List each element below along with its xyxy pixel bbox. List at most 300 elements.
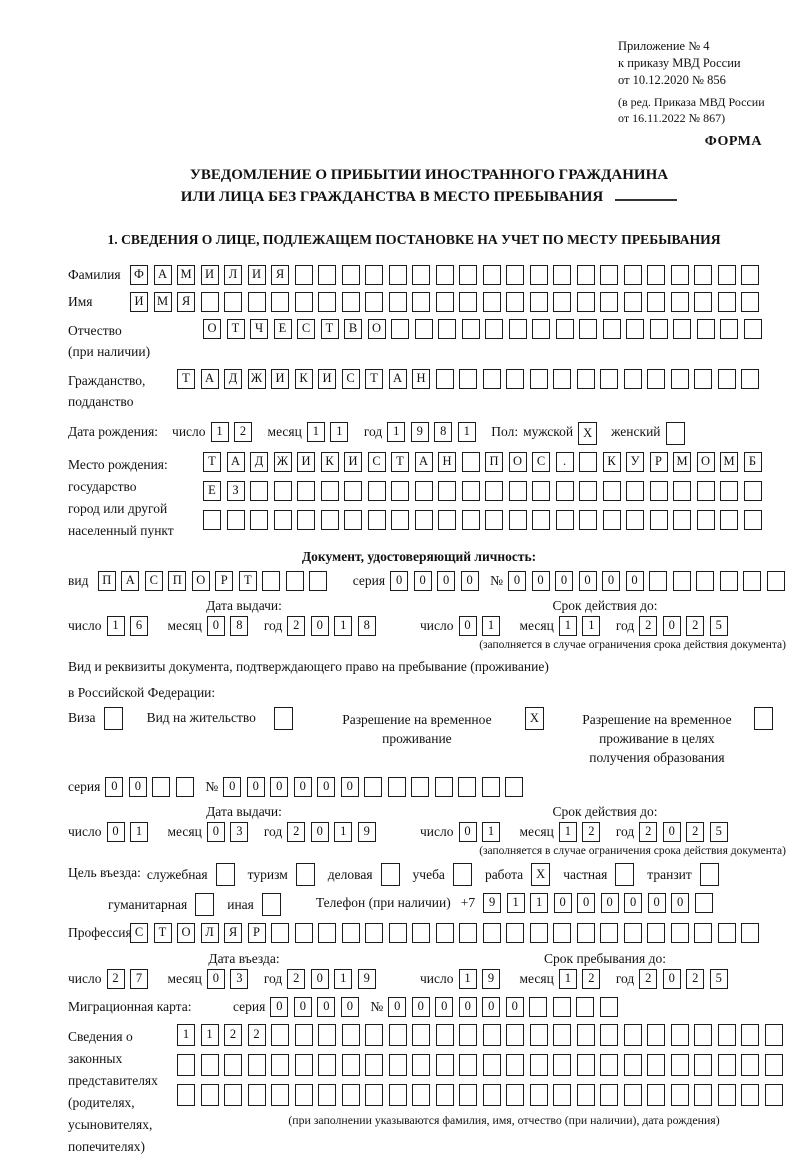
form-cell[interactable]: М xyxy=(720,452,738,472)
form-cell[interactable]: 0 xyxy=(311,616,329,636)
form-cell[interactable] xyxy=(647,923,665,943)
form-cell[interactable]: Л xyxy=(224,265,242,285)
form-cell[interactable] xyxy=(530,1084,548,1106)
form-cell[interactable]: 1 xyxy=(334,969,352,989)
form-cell[interactable] xyxy=(650,319,668,339)
form-cell[interactable] xyxy=(271,1084,289,1106)
form-cell[interactable] xyxy=(201,292,219,312)
form-cell[interactable] xyxy=(364,777,382,797)
temp-residence-checkbox[interactable]: X xyxy=(525,707,544,730)
form-cell[interactable]: У xyxy=(626,452,644,472)
form-cell[interactable]: 2 xyxy=(639,969,657,989)
form-cell[interactable]: Д xyxy=(250,452,268,472)
form-cell[interactable]: 1 xyxy=(482,822,500,842)
form-cell[interactable]: 6 xyxy=(130,616,148,636)
form-cell[interactable] xyxy=(309,571,327,591)
form-cell[interactable] xyxy=(389,292,407,312)
form-cell[interactable] xyxy=(694,1084,712,1106)
form-cell[interactable] xyxy=(647,369,665,389)
form-cell[interactable]: Ж xyxy=(274,452,292,472)
form-cell[interactable]: 0 xyxy=(388,997,406,1017)
form-cell[interactable]: 9 xyxy=(482,969,500,989)
form-cell[interactable] xyxy=(506,265,524,285)
form-cell[interactable]: 1 xyxy=(307,422,325,442)
form-cell[interactable] xyxy=(412,292,430,312)
form-cell[interactable] xyxy=(365,265,383,285)
form-cell[interactable] xyxy=(412,1054,430,1076)
form-cell[interactable] xyxy=(624,369,642,389)
form-cell[interactable] xyxy=(694,1054,712,1076)
form-cell[interactable]: 1 xyxy=(459,969,477,989)
form-cell[interactable] xyxy=(505,777,523,797)
form-cell[interactable] xyxy=(506,292,524,312)
form-cell[interactable] xyxy=(600,1054,618,1076)
form-cell[interactable] xyxy=(483,292,501,312)
form-cell[interactable] xyxy=(530,1024,548,1046)
form-cell[interactable]: 2 xyxy=(639,822,657,842)
form-cell[interactable]: Т xyxy=(203,452,221,472)
form-cell[interactable] xyxy=(647,265,665,285)
form-cell[interactable] xyxy=(483,1024,501,1046)
purpose-checkbox[interactable]: X xyxy=(531,863,550,886)
form-cell[interactable] xyxy=(600,292,618,312)
form-cell[interactable]: 1 xyxy=(211,422,229,442)
form-cell[interactable] xyxy=(603,319,621,339)
form-cell[interactable] xyxy=(506,1024,524,1046)
form-cell[interactable] xyxy=(577,292,595,312)
form-cell[interactable] xyxy=(530,292,548,312)
form-cell[interactable]: 1 xyxy=(177,1024,195,1046)
form-cell[interactable] xyxy=(389,1084,407,1106)
form-cell[interactable] xyxy=(368,481,386,501)
form-cell[interactable]: 7 xyxy=(130,969,148,989)
form-cell[interactable]: 0 xyxy=(207,822,225,842)
form-cell[interactable]: Т xyxy=(227,319,245,339)
form-cell[interactable]: О xyxy=(203,319,221,339)
form-cell[interactable] xyxy=(718,1084,736,1106)
form-cell[interactable]: И xyxy=(318,369,336,389)
form-cell[interactable] xyxy=(673,571,691,591)
form-cell[interactable] xyxy=(459,292,477,312)
form-cell[interactable]: 0 xyxy=(105,777,123,797)
form-cell[interactable]: С xyxy=(368,452,386,472)
form-cell[interactable] xyxy=(624,1054,642,1076)
form-cell[interactable] xyxy=(459,1054,477,1076)
form-cell[interactable] xyxy=(318,292,336,312)
form-cell[interactable]: Р xyxy=(248,923,266,943)
form-cell[interactable] xyxy=(697,319,715,339)
form-cell[interactable] xyxy=(577,1054,595,1076)
form-cell[interactable] xyxy=(462,510,480,530)
form-cell[interactable]: М xyxy=(673,452,691,472)
form-cell[interactable] xyxy=(553,265,571,285)
form-cell[interactable] xyxy=(297,481,315,501)
form-cell[interactable] xyxy=(389,1054,407,1076)
form-cell[interactable] xyxy=(271,1024,289,1046)
form-cell[interactable] xyxy=(297,510,315,530)
form-cell[interactable] xyxy=(438,481,456,501)
form-cell[interactable] xyxy=(532,319,550,339)
form-cell[interactable] xyxy=(600,1024,618,1046)
form-cell[interactable]: 0 xyxy=(435,997,453,1017)
form-cell[interactable]: М xyxy=(154,292,172,312)
form-cell[interactable]: 1 xyxy=(458,422,476,442)
form-cell[interactable] xyxy=(530,265,548,285)
form-cell[interactable] xyxy=(741,1024,759,1046)
form-cell[interactable]: К xyxy=(603,452,621,472)
form-cell[interactable] xyxy=(295,265,313,285)
form-cell[interactable] xyxy=(577,265,595,285)
form-cell[interactable]: И xyxy=(271,369,289,389)
form-cell[interactable] xyxy=(483,265,501,285)
form-cell[interactable] xyxy=(530,1054,548,1076)
form-cell[interactable]: Я xyxy=(271,265,289,285)
form-cell[interactable]: И xyxy=(297,452,315,472)
form-cell[interactable] xyxy=(553,1054,571,1076)
form-cell[interactable]: Т xyxy=(391,452,409,472)
form-cell[interactable]: 0 xyxy=(577,893,595,913)
form-cell[interactable]: 0 xyxy=(579,571,597,591)
form-cell[interactable]: 2 xyxy=(234,422,252,442)
form-cell[interactable] xyxy=(673,319,691,339)
form-cell[interactable] xyxy=(647,292,665,312)
form-cell[interactable] xyxy=(576,997,594,1017)
form-cell[interactable]: Ф xyxy=(130,265,148,285)
form-cell[interactable] xyxy=(436,1084,454,1106)
form-cell[interactable] xyxy=(650,481,668,501)
form-cell[interactable]: 0 xyxy=(311,969,329,989)
form-cell[interactable]: С xyxy=(297,319,315,339)
form-cell[interactable] xyxy=(694,1024,712,1046)
visa-checkbox[interactable] xyxy=(104,707,123,730)
form-cell[interactable] xyxy=(271,1054,289,1076)
form-cell[interactable]: 0 xyxy=(294,777,312,797)
form-cell[interactable]: Р xyxy=(650,452,668,472)
form-cell[interactable]: Р xyxy=(215,571,233,591)
form-cell[interactable]: Ж xyxy=(248,369,266,389)
form-cell[interactable] xyxy=(274,481,292,501)
form-cell[interactable]: И xyxy=(344,452,362,472)
form-cell[interactable]: 1 xyxy=(582,616,600,636)
form-cell[interactable] xyxy=(295,1054,313,1076)
form-cell[interactable]: К xyxy=(321,452,339,472)
form-cell[interactable] xyxy=(462,481,480,501)
form-cell[interactable]: 5 xyxy=(710,969,728,989)
form-cell[interactable] xyxy=(624,265,642,285)
form-cell[interactable]: Т xyxy=(177,369,195,389)
form-cell[interactable]: 3 xyxy=(230,822,248,842)
form-cell[interactable] xyxy=(483,923,501,943)
purpose-checkbox[interactable] xyxy=(195,893,214,916)
form-cell[interactable] xyxy=(435,777,453,797)
form-cell[interactable] xyxy=(556,319,574,339)
form-cell[interactable]: 0 xyxy=(624,893,642,913)
form-cell[interactable] xyxy=(697,481,715,501)
form-cell[interactable]: 0 xyxy=(601,893,619,913)
form-cell[interactable]: 0 xyxy=(294,997,312,1017)
form-cell[interactable] xyxy=(671,265,689,285)
form-cell[interactable]: 0 xyxy=(663,822,681,842)
form-cell[interactable] xyxy=(579,452,597,472)
form-cell[interactable] xyxy=(506,369,524,389)
form-cell[interactable] xyxy=(485,481,503,501)
form-cell[interactable] xyxy=(389,923,407,943)
form-cell[interactable]: Н xyxy=(412,369,430,389)
form-cell[interactable] xyxy=(624,1024,642,1046)
form-cell[interactable]: 0 xyxy=(459,997,477,1017)
form-cell[interactable]: 5 xyxy=(710,822,728,842)
form-cell[interactable] xyxy=(694,265,712,285)
form-cell[interactable] xyxy=(671,292,689,312)
form-cell[interactable]: И xyxy=(248,265,266,285)
form-cell[interactable]: И xyxy=(201,265,219,285)
form-cell[interactable] xyxy=(697,510,715,530)
form-cell[interactable] xyxy=(318,1024,336,1046)
form-cell[interactable] xyxy=(412,1024,430,1046)
form-cell[interactable]: 2 xyxy=(582,822,600,842)
form-cell[interactable]: 1 xyxy=(482,616,500,636)
form-cell[interactable] xyxy=(462,319,480,339)
form-cell[interactable]: 1 xyxy=(387,422,405,442)
form-cell[interactable] xyxy=(365,1084,383,1106)
sex-male-checkbox[interactable]: X xyxy=(578,422,597,445)
form-cell[interactable]: 9 xyxy=(358,822,376,842)
form-cell[interactable]: 2 xyxy=(639,616,657,636)
form-cell[interactable] xyxy=(695,893,713,913)
form-cell[interactable] xyxy=(718,369,736,389)
form-cell[interactable]: 8 xyxy=(358,616,376,636)
form-cell[interactable]: 0 xyxy=(223,777,241,797)
form-cell[interactable] xyxy=(671,923,689,943)
form-cell[interactable] xyxy=(718,292,736,312)
purpose-checkbox[interactable] xyxy=(262,893,281,916)
form-cell[interactable] xyxy=(411,777,429,797)
form-cell[interactable] xyxy=(295,1024,313,1046)
form-cell[interactable]: 0 xyxy=(459,616,477,636)
form-cell[interactable] xyxy=(438,319,456,339)
form-cell[interactable] xyxy=(577,1084,595,1106)
form-cell[interactable] xyxy=(389,1024,407,1046)
form-cell[interactable]: Л xyxy=(201,923,219,943)
form-cell[interactable] xyxy=(224,1054,242,1076)
form-cell[interactable]: 2 xyxy=(686,822,704,842)
form-cell[interactable] xyxy=(603,510,621,530)
form-cell[interactable]: П xyxy=(98,571,116,591)
form-cell[interactable] xyxy=(671,1084,689,1106)
form-cell[interactable]: 0 xyxy=(626,571,644,591)
form-cell[interactable]: 0 xyxy=(412,997,430,1017)
form-cell[interactable]: 1 xyxy=(201,1024,219,1046)
form-cell[interactable] xyxy=(412,265,430,285)
form-cell[interactable] xyxy=(342,1054,360,1076)
form-cell[interactable] xyxy=(482,777,500,797)
form-cell[interactable]: 0 xyxy=(461,571,479,591)
form-cell[interactable] xyxy=(603,481,621,501)
form-cell[interactable] xyxy=(227,510,245,530)
form-cell[interactable] xyxy=(295,923,313,943)
form-cell[interactable]: 2 xyxy=(287,969,305,989)
form-cell[interactable]: 2 xyxy=(287,616,305,636)
form-cell[interactable]: 0 xyxy=(508,571,526,591)
form-cell[interactable]: С xyxy=(342,369,360,389)
form-cell[interactable] xyxy=(765,1024,783,1046)
form-cell[interactable]: 1 xyxy=(130,822,148,842)
form-cell[interactable] xyxy=(368,510,386,530)
form-cell[interactable]: О xyxy=(697,452,715,472)
form-cell[interactable] xyxy=(248,1084,266,1106)
form-cell[interactable] xyxy=(553,369,571,389)
form-cell[interactable]: 0 xyxy=(317,777,335,797)
form-cell[interactable] xyxy=(720,481,738,501)
form-cell[interactable] xyxy=(720,571,738,591)
form-cell[interactable]: А xyxy=(389,369,407,389)
form-cell[interactable]: 0 xyxy=(107,822,125,842)
form-cell[interactable] xyxy=(600,997,618,1017)
form-cell[interactable] xyxy=(483,369,501,389)
form-cell[interactable] xyxy=(744,481,762,501)
form-cell[interactable] xyxy=(694,292,712,312)
form-cell[interactable]: Е xyxy=(203,481,221,501)
form-cell[interactable]: О xyxy=(177,923,195,943)
form-cell[interactable] xyxy=(509,510,527,530)
form-cell[interactable] xyxy=(412,923,430,943)
form-cell[interactable]: С xyxy=(130,923,148,943)
form-cell[interactable] xyxy=(579,510,597,530)
form-cell[interactable] xyxy=(295,1084,313,1106)
form-cell[interactable] xyxy=(436,292,454,312)
purpose-checkbox[interactable] xyxy=(615,863,634,886)
form-cell[interactable] xyxy=(649,571,667,591)
form-cell[interactable] xyxy=(671,369,689,389)
form-cell[interactable] xyxy=(483,1054,501,1076)
form-cell[interactable] xyxy=(389,265,407,285)
form-cell[interactable]: 8 xyxy=(434,422,452,442)
form-cell[interactable] xyxy=(577,369,595,389)
form-cell[interactable] xyxy=(459,1024,477,1046)
form-cell[interactable]: 0 xyxy=(555,571,573,591)
form-cell[interactable]: Д xyxy=(224,369,242,389)
form-cell[interactable] xyxy=(321,481,339,501)
form-cell[interactable] xyxy=(176,777,194,797)
form-cell[interactable]: 0 xyxy=(554,893,572,913)
form-cell[interactable]: 8 xyxy=(230,616,248,636)
form-cell[interactable] xyxy=(342,1084,360,1106)
form-cell[interactable]: Е xyxy=(274,319,292,339)
form-cell[interactable]: А xyxy=(227,452,245,472)
form-cell[interactable] xyxy=(741,265,759,285)
form-cell[interactable] xyxy=(718,923,736,943)
form-cell[interactable] xyxy=(600,369,618,389)
form-cell[interactable]: А xyxy=(154,265,172,285)
form-cell[interactable] xyxy=(553,997,571,1017)
form-cell[interactable] xyxy=(765,1084,783,1106)
form-cell[interactable]: П xyxy=(485,452,503,472)
form-cell[interactable] xyxy=(650,510,668,530)
form-cell[interactable]: 1 xyxy=(334,822,352,842)
form-cell[interactable] xyxy=(203,510,221,530)
temp-residence-edu-checkbox[interactable] xyxy=(754,707,773,730)
form-cell[interactable] xyxy=(741,1054,759,1076)
form-cell[interactable]: Т xyxy=(365,369,383,389)
form-cell[interactable] xyxy=(532,510,550,530)
form-cell[interactable]: 2 xyxy=(224,1024,242,1046)
form-cell[interactable] xyxy=(577,923,595,943)
form-cell[interactable]: 0 xyxy=(459,822,477,842)
form-cell[interactable]: А xyxy=(121,571,139,591)
form-cell[interactable] xyxy=(718,1024,736,1046)
form-cell[interactable] xyxy=(720,510,738,530)
form-cell[interactable]: 0 xyxy=(532,571,550,591)
form-cell[interactable]: И xyxy=(130,292,148,312)
form-cell[interactable] xyxy=(671,1024,689,1046)
form-cell[interactable]: 0 xyxy=(317,997,335,1017)
form-cell[interactable] xyxy=(344,510,362,530)
form-cell[interactable]: Т xyxy=(321,319,339,339)
form-cell[interactable] xyxy=(436,369,454,389)
form-cell[interactable] xyxy=(201,1084,219,1106)
form-cell[interactable] xyxy=(530,923,548,943)
form-cell[interactable] xyxy=(506,1084,524,1106)
form-cell[interactable] xyxy=(600,923,618,943)
form-cell[interactable] xyxy=(415,510,433,530)
form-cell[interactable]: 0 xyxy=(207,616,225,636)
form-cell[interactable] xyxy=(509,319,527,339)
form-cell[interactable] xyxy=(462,452,480,472)
form-cell[interactable] xyxy=(579,319,597,339)
form-cell[interactable]: 5 xyxy=(710,616,728,636)
form-cell[interactable]: 9 xyxy=(483,893,501,913)
form-cell[interactable]: 1 xyxy=(559,969,577,989)
form-cell[interactable] xyxy=(415,319,433,339)
form-cell[interactable] xyxy=(250,510,268,530)
form-cell[interactable] xyxy=(412,1084,430,1106)
form-cell[interactable] xyxy=(485,319,503,339)
form-cell[interactable] xyxy=(344,481,362,501)
form-cell[interactable] xyxy=(624,1084,642,1106)
form-cell[interactable]: 0 xyxy=(602,571,620,591)
form-cell[interactable] xyxy=(391,319,409,339)
form-cell[interactable]: 0 xyxy=(311,822,329,842)
form-cell[interactable] xyxy=(579,481,597,501)
form-cell[interactable] xyxy=(436,923,454,943)
form-cell[interactable] xyxy=(671,1054,689,1076)
form-cell[interactable]: 0 xyxy=(671,893,689,913)
form-cell[interactable] xyxy=(318,265,336,285)
form-cell[interactable] xyxy=(556,510,574,530)
form-cell[interactable] xyxy=(577,1024,595,1046)
form-cell[interactable] xyxy=(391,510,409,530)
form-cell[interactable]: 0 xyxy=(129,777,147,797)
form-cell[interactable] xyxy=(553,292,571,312)
form-cell[interactable] xyxy=(248,1054,266,1076)
form-cell[interactable] xyxy=(485,510,503,530)
purpose-checkbox[interactable] xyxy=(381,863,400,886)
form-cell[interactable] xyxy=(741,1084,759,1106)
form-cell[interactable]: А xyxy=(201,369,219,389)
sex-female-checkbox[interactable] xyxy=(666,422,685,445)
form-cell[interactable] xyxy=(342,923,360,943)
form-cell[interactable]: . xyxy=(556,452,574,472)
form-cell[interactable]: М xyxy=(177,265,195,285)
form-cell[interactable] xyxy=(342,265,360,285)
residence-permit-checkbox[interactable] xyxy=(274,707,293,730)
form-cell[interactable]: Я xyxy=(177,292,195,312)
form-cell[interactable]: 1 xyxy=(559,822,577,842)
form-cell[interactable] xyxy=(647,1084,665,1106)
form-cell[interactable]: К xyxy=(295,369,313,389)
form-cell[interactable] xyxy=(248,292,266,312)
form-cell[interactable] xyxy=(483,1084,501,1106)
